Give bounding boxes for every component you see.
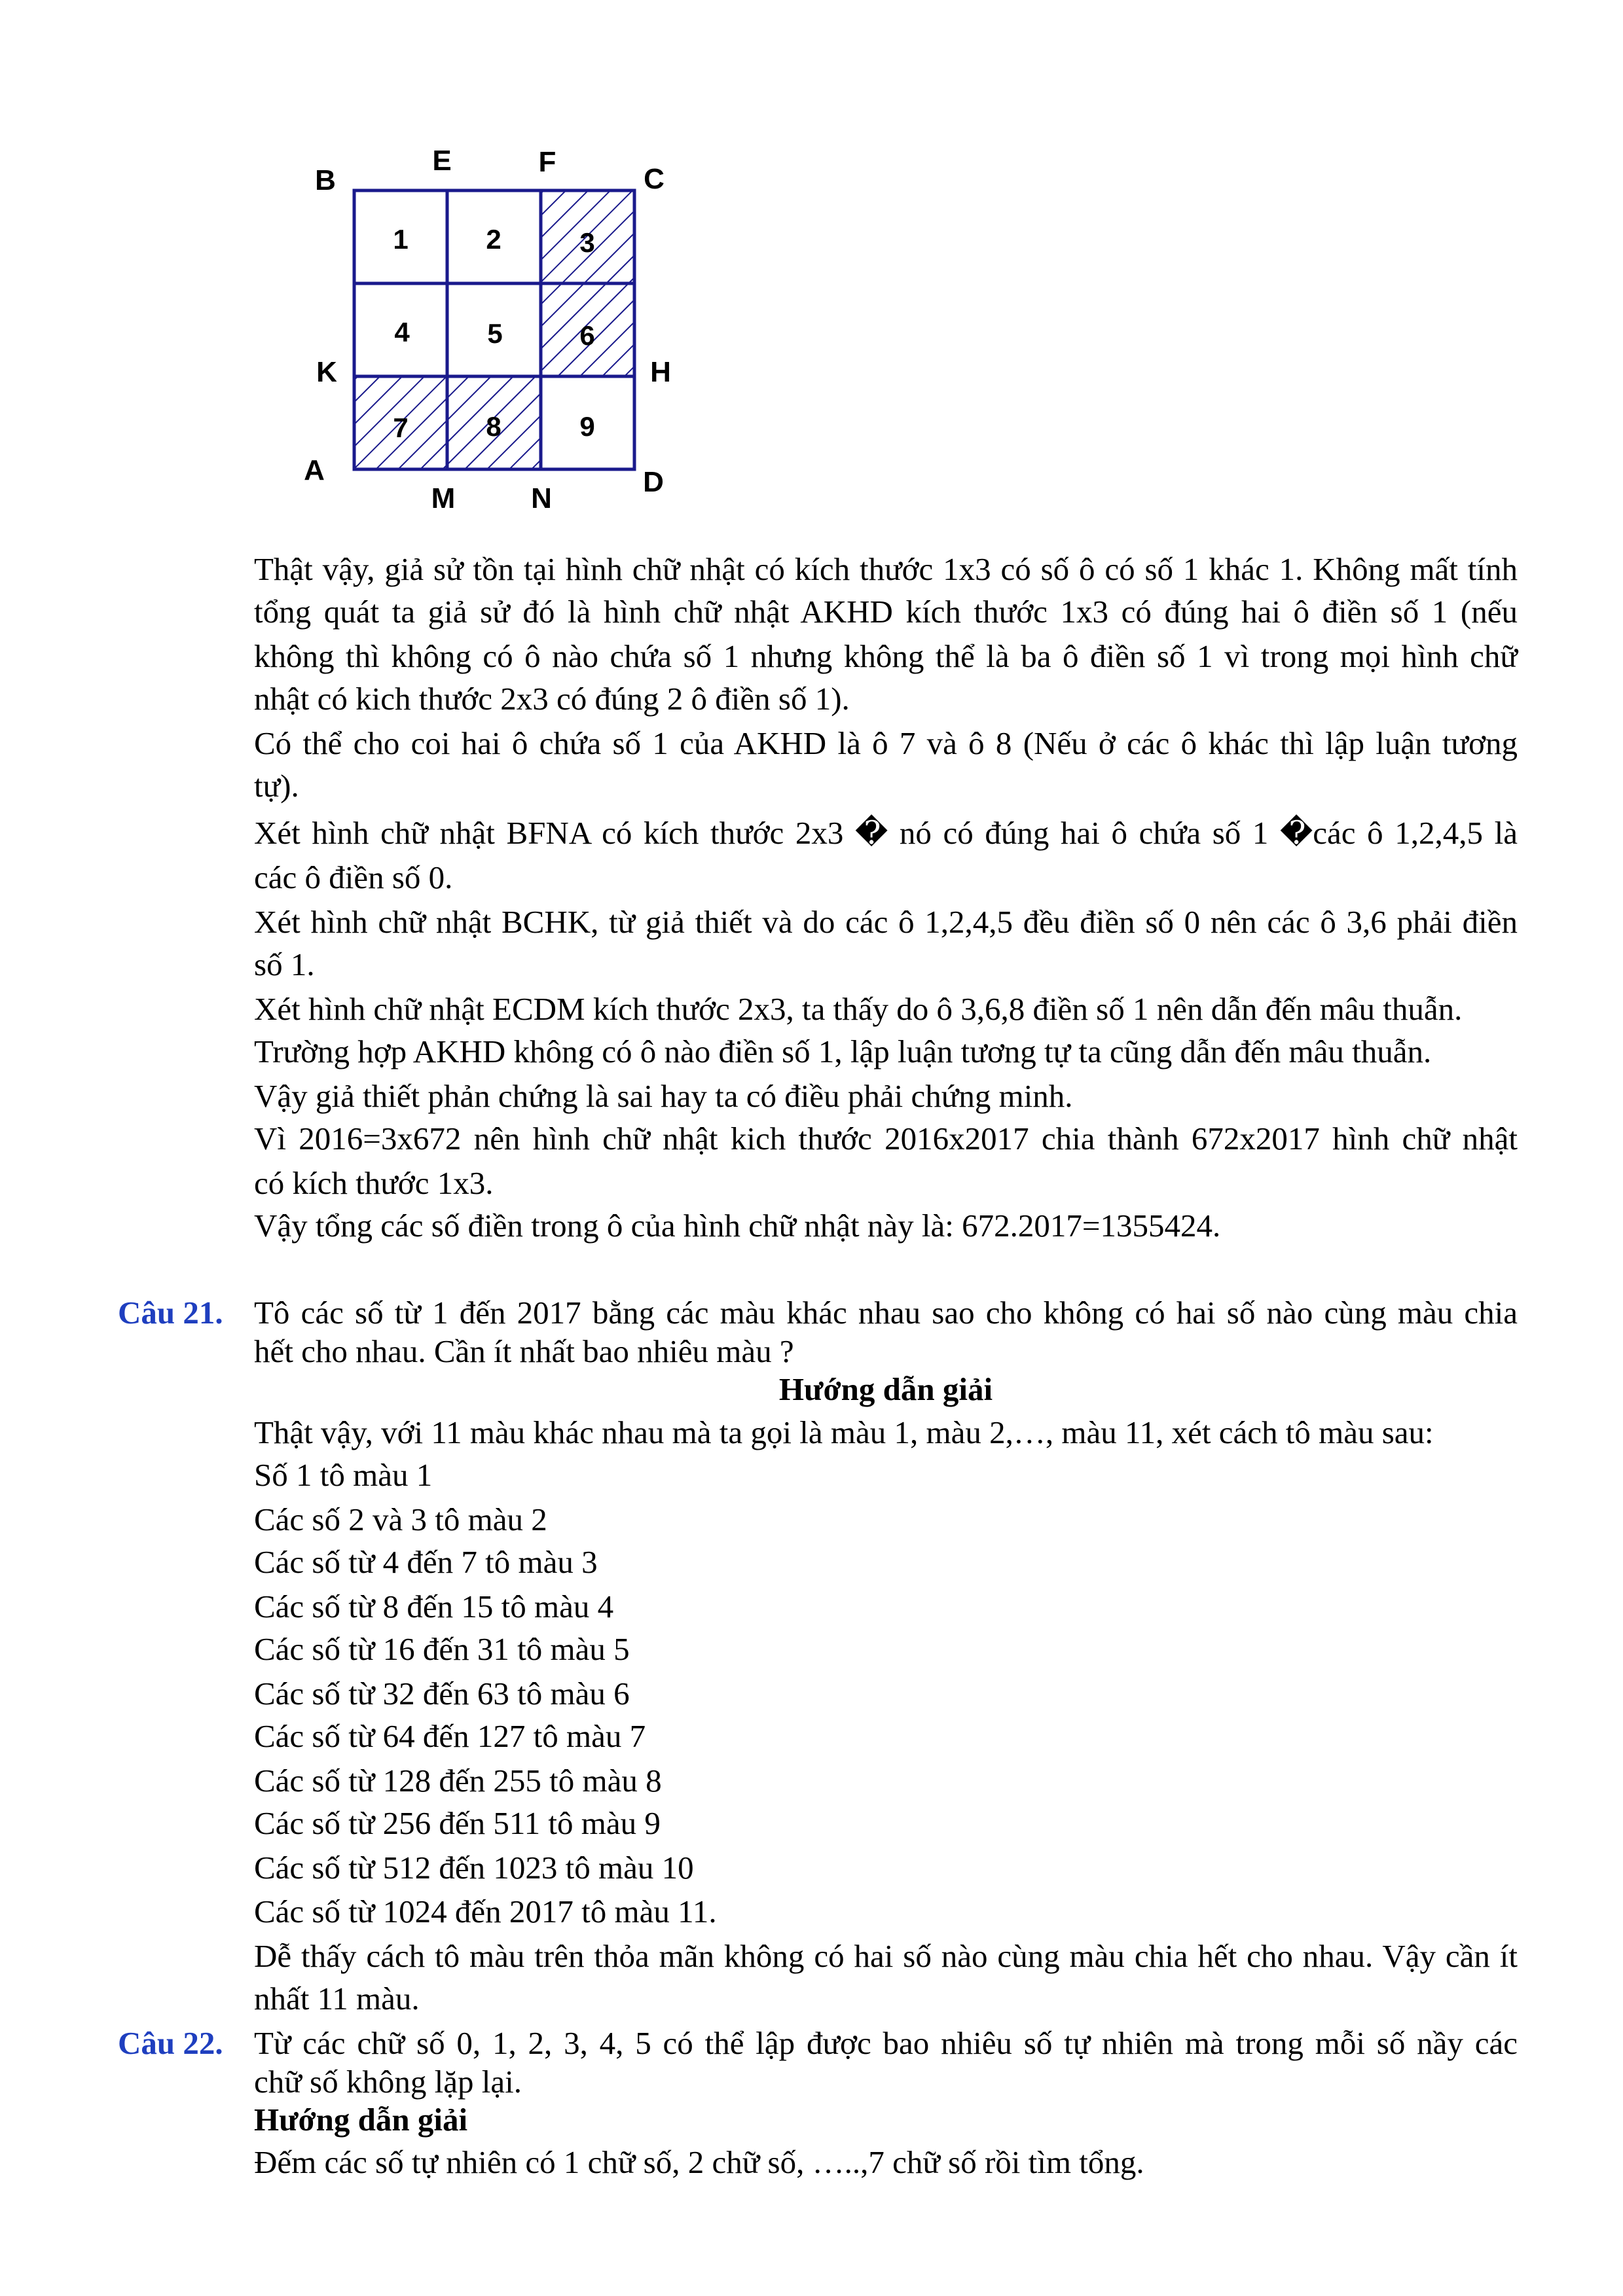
cell-label: 2: [486, 224, 501, 255]
text-line: có kích thước 1x3.: [254, 1165, 494, 1201]
solution-line: Các số 2 và 3 tô màu 2: [254, 1501, 547, 1537]
solution-line: Đếm các số tự nhiên có 1 chữ số, 2 chữ số, …..,7 chữ số rồi tìm tổng.: [254, 2144, 1144, 2180]
question-label: Câu 21.: [118, 1295, 223, 1331]
cell-label: 9: [579, 411, 595, 442]
corner-label-m: M: [431, 482, 456, 514]
solution-line: Các số từ 4 đến 7 tô màu 3: [254, 1544, 598, 1580]
solution-heading: Hướng dẫn giải: [778, 1371, 993, 1407]
question-text: hết cho nhau. Cần ít nhất bao nhiêu màu ?: [254, 1333, 794, 1369]
text-line: Trường hợp AKHD không có ô nào điền số 1, lập luận tương tự ta cũng dẫn đến mâu thuẫn.: [254, 1033, 1432, 1069]
solution-line: Dễ thấy cách tô màu trên thỏa mãn không có hai số nào cùng màu chia hết cho nhau. Vậy cần ít: [254, 1938, 1518, 1974]
cell-label: 7: [393, 412, 409, 443]
solution-line: Số 1 tô màu 1: [254, 1457, 433, 1493]
text-line: không thì không có ô nào chứa số 1 nhưng không thể là ba ô điền số 1 vì trong mọi hình chữ: [254, 638, 1518, 674]
solution-line: Các số từ 64 đến 127 tô màu 7: [254, 1718, 646, 1754]
text-line: Xét hình chữ nhật BFNA có kích thước 2x3 � nó có đúng hai ô chứa số 1 �các ô 1,2,4,5 là: [254, 815, 1518, 851]
text-line: tổng quát ta giả sử đó là hình chữ nhật AKHD kích thước 1x3 có đúng hai ô điền số 1 (nếu: [254, 594, 1518, 630]
cell-label: 5: [487, 318, 503, 349]
question-text: chữ số không lặp lại.: [254, 2064, 522, 2100]
text-line: Xét hình chữ nhật ECDM kích thước 2x3, ta thấy do ô 3,6,8 điền số 1 nên dẫn đến mâu thuẫn.: [254, 991, 1463, 1027]
solution-heading: Hướng dẫn giải: [254, 2102, 468, 2138]
corner-label-h: H: [650, 356, 671, 388]
solution-line: Các số từ 16 đến 31 tô màu 5: [254, 1631, 630, 1667]
corner-label-b: B: [315, 164, 336, 196]
question-text: Từ các chữ số 0, 1, 2, 3, 4, 5 có thể lập được bao nhiêu số tự nhiên mà trong mỗi số nầy các: [254, 2025, 1518, 2061]
question-text: Tô các số từ 1 đến 2017 bằng các màu khác nhau sao cho không có hai số nào cùng màu chia: [254, 1295, 1518, 1331]
text-line: nhật có kich thước 2x3 có đúng 2 ô điền số 1).: [254, 681, 850, 717]
text-line: các ô điền số 0.: [254, 859, 453, 895]
text-line: Vì 2016=3x672 nên hình chữ nhật kich thước 2016x2017 chia thành 672x2017 hình chữ nhật: [254, 1121, 1518, 1157]
solution-line: Các số từ 8 đến 15 tô màu 4: [254, 1588, 614, 1624]
text-line: Có thể cho coi hai ô chứa số 1 của AKHD là ô 7 và ô 8 (Nếu ở các ô khác thì lập luận tương: [254, 725, 1518, 761]
text-line: số 1.: [254, 946, 315, 982]
solution-line: Các số từ 128 đến 255 tô màu 8: [254, 1763, 662, 1799]
corner-label-a: A: [304, 454, 325, 486]
text-line: Vậy tổng các số điền trong ô của hình chữ nhật này là: 672.2017=1355424.: [254, 1208, 1221, 1244]
corner-label-c: C: [644, 163, 665, 195]
corner-label-n: N: [531, 482, 552, 514]
corner-label-d: D: [643, 466, 664, 498]
corner-label-e: E: [432, 145, 452, 177]
corner-label-k: K: [316, 356, 337, 388]
text-line: Thật vậy, giả sử tồn tại hình chữ nhật có kích thước 1x3 có số ô có số 1 khác 1. Không mất tính: [254, 551, 1518, 587]
solution-line: nhất 11 màu.: [254, 1981, 420, 2017]
solution-line: Thật vậy, với 11 màu khác nhau mà ta gọi là màu 1, màu 2,…, màu 11, xét cách tô màu sau:: [254, 1414, 1434, 1450]
cell-label: 1: [393, 224, 409, 255]
solution-line: Các số từ 512 đến 1023 tô màu 10: [254, 1850, 694, 1886]
cell-label: 8: [486, 411, 501, 442]
solution-line: Các số từ 256 đến 511 tô màu 9: [254, 1805, 661, 1841]
cell-label: 4: [394, 317, 410, 348]
question-label: Câu 22.: [118, 2025, 223, 2061]
text-line: Vậy giả thiết phản chứng là sai hay ta có điều phải chứng minh.: [254, 1078, 1073, 1114]
solution-line: Các số từ 32 đến 63 tô màu 6: [254, 1676, 630, 1712]
cell-label: 6: [579, 320, 595, 351]
solution-line: Các số từ 1024 đến 2017 tô màu 11.: [254, 1893, 717, 1929]
cell-label: 3: [579, 227, 595, 258]
text-line: tự).: [254, 768, 299, 804]
text-line: Xét hình chữ nhật BCHK, từ giả thiết và do các ô 1,2,4,5 đều điền số 0 nên các ô 3,6 phải điền: [254, 904, 1518, 940]
corner-label-f: F: [538, 146, 556, 178]
grid-figure: [0, 0, 720, 537]
